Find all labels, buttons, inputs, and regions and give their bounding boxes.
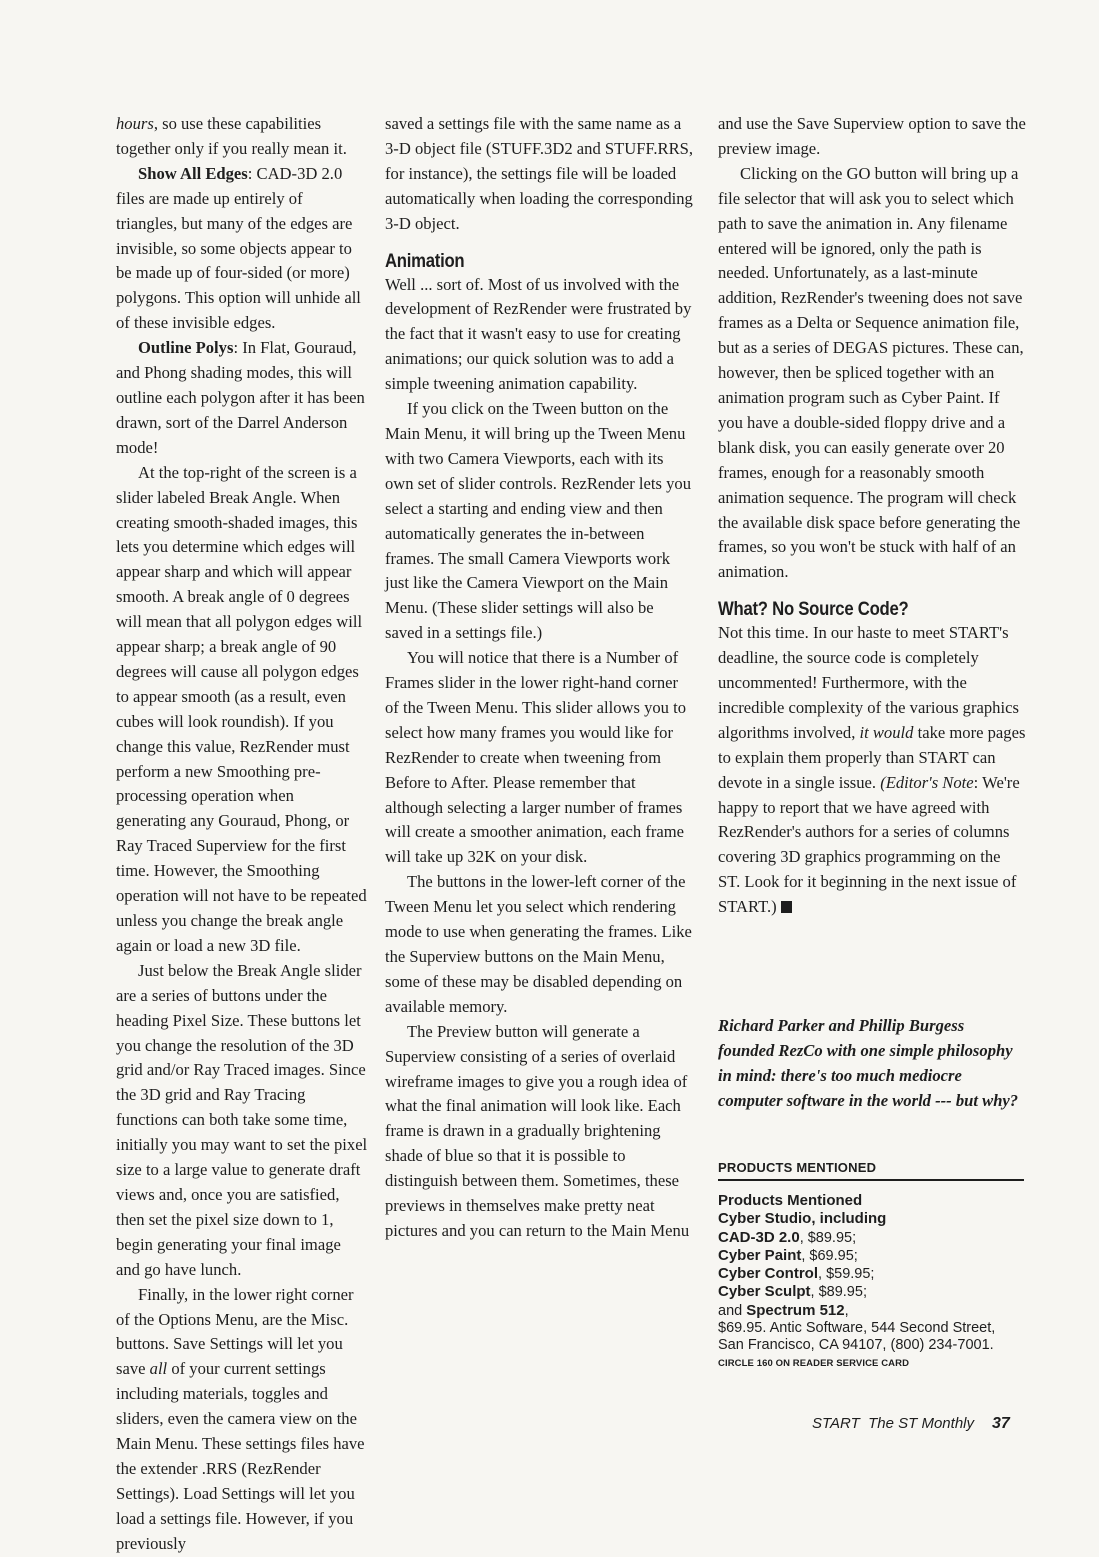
end-mark-icon bbox=[781, 901, 792, 913]
paragraph: Outline Polys: In Flat, Gouraud, and Phong shading modes, this will outline each polygon after it has been drawn, sort of the Darrel Anderson mode! bbox=[116, 338, 365, 457]
column-3 bbox=[718, 112, 1026, 920]
paragraph: Show All Edges: CAD-3D 2.0 files are made up entirely of triangles, but many of the edges are invisible, so some objects appear to be made up of four-sided (or more) polygons. This option will unhide all of these invisible edges. bbox=[116, 163, 361, 333]
column-2 bbox=[385, 112, 694, 1244]
author-bio: Richard Parker and Phillip Burgess founded RezCo with one simple philosophy in mind: there's too much mediocre computer software in the world --- but why? bbox=[718, 1016, 1019, 1110]
page-footer bbox=[812, 1415, 1032, 1433]
paragraph: If you click on the Tween button on the Main Menu, it will bring up the Tween Menu with two Camera Viewports, each with its own set of slider controls. RezRender lets you select a starting and ending view and then automatically generates the in-between frames. The small Camera Viewports work just like the Camera Viewport on the Main Menu. (These slider settings will also be saved in a settings file.) bbox=[385, 399, 691, 643]
paragraph: At the top-right of the screen is a slider labeled Break Angle. When creating smooth-shaded images, this lets you determine which edges will appear sharp and which will appear smooth. A break angle of 0 degrees will mean that all polygon edges will appear sharp; a break angle of 90 degrees will cause all polygon edges to appear smooth (as a result, even cubes will look roundish). If you change this value, RezRender must perform a new Smoothing pre-processing operation when generating any Gouraud, Phong, or Ray Traced Superview for the first time. However, the Smoothing operation will not have to be repeated unless you change the break angle again or load a new 3D file. bbox=[116, 462, 367, 955]
page-number: 37 bbox=[992, 1415, 1010, 1432]
paragraph: and use the Save Superview option to save the preview image. bbox=[718, 114, 1026, 158]
paragraph: Finally, in the lower right corner of the Options Menu, are the Misc. buttons. Save Settings will let you save all of your current settings including materials, toggles and sliders, even the camera view on the Main Menu. These settings files have the extender .RRS (RezRender Settings). Load Settings will let you load a settings file. However, if you previously bbox=[116, 1284, 365, 1553]
paragraph: The Preview button will generate a Superview consisting of a series of overlaid wireframe images to give you a rough idea of what the final animation will look like. Each frame is drawn in a gradually brightening shade of blue so that it is possible to distinguish between them. Sometimes, these previews in themselves make pretty neat pictures and you can return to the Main Menu bbox=[385, 1021, 690, 1240]
paragraph: You will notice that there is a Number of Frames slider in the lower right-hand corner of the Tween Menu. This slider allows you to select how many frames you would like for RezRender to create when tweening from Before to After. Please remember that although selecting a larger number of frames will create a smoother animation, each frame will take up 32K on your disk. bbox=[385, 648, 687, 867]
paragraph: Clicking on the GO button will bring up a file selector that will ask you to select which path to save the animation in. Any filename entered will be ignored, only the path is needed. Unfortunately, as a last-minute addition, RezRender's tweening does not save frames as a Delta or Sequence animation file, but as a series of DEGAS pictures. These can, however, then be spliced together with an animation program such as Cyber Paint. If you have a double-sided floppy drive and a blank disk, you can easily generate over 20 frames, enough for a reasonably smooth animation sequence. The program will check the available disk space before generating the frames, so you won't be stuck with half of an animation. bbox=[718, 163, 1024, 582]
vendor-address: $69.95. Antic Software, 544 Second Street, San Francisco, CA 94107, (800) 234-7001. bbox=[718, 1320, 996, 1354]
run-in-heading: Outline Polys bbox=[138, 338, 234, 358]
products-mentioned-heading: PRODUCTS MENTIONED bbox=[718, 1160, 1024, 1181]
paragraph: saved a settings file with the same name as a 3-D object file (STUFF.3D2 and STUFF.RRS, for instance), the settings file will be loaded automatically when loading the corresponding 3-D object. bbox=[385, 114, 694, 233]
section-heading-animation: Animation bbox=[385, 250, 465, 272]
section-heading-source-code: What? No Source Code? bbox=[718, 599, 909, 621]
products-list: Products Mentioned Cyber Studio, including CAD-3D 2.0, $89.95; Cyber Paint, $69.95; Cyber Control, $59.95; Cyber Sculpt, $89.95; and Spectrum 512, $69.95. Antic Software, 544 Second Street, San Francisco, CA 94107, (800) 234-7001. CIRCLE 160 ON READER SERVICE CARD bbox=[718, 1192, 1018, 1372]
column-1 bbox=[116, 112, 368, 1557]
magazine-name: START The ST Monthly bbox=[812, 1415, 974, 1432]
paragraph: Just below the Break Angle slider are a series of buttons under the heading Pixel Size. These buttons let you change the resolution of the 3D grid and/or Ray Traced images. Since the 3D grid and Ray Tracing functions can both take some time, initially you may want to set the pixel size to a large value to generate draft views and, once you are satisfied, then set the pixel size down to 1, begin generating your final image and go have lunch. bbox=[116, 960, 368, 1279]
paragraph: Not this time. In our haste to meet START's deadline, the source code is completely uncommented! Furthermore, with the incredible complexity of the various graphics algorithms involved, it would take more pages to explain them properly than START can devote in a single issue. (Editor's Note: We're happy to report that we have agreed with RezRender's authors for a series of columns covering 3D graphics programming on the ST. Look for it beginning in the next issue of START.) bbox=[718, 623, 1026, 917]
paragraph: Well ... sort of. Most of us involved with the development of RezRender were frustrated by the fact that it wasn't easy to use for creating animations; our quick solution was to add a simple tweening animation capability. bbox=[385, 274, 692, 394]
paragraph: hours, so use these capabilities together only if you really mean it. bbox=[116, 114, 347, 158]
run-in-heading: Show All Edges bbox=[138, 163, 248, 183]
paragraph: The buttons in the lower-left corner of the Tween Menu let you select which rendering mode to use when generating the frames. Like the Superview buttons on the Main Menu, some of these may be disabled depending on available memory. bbox=[385, 872, 692, 1016]
reader-service-note: CIRCLE 160 ON READER SERVICE CARD bbox=[718, 1357, 910, 1369]
